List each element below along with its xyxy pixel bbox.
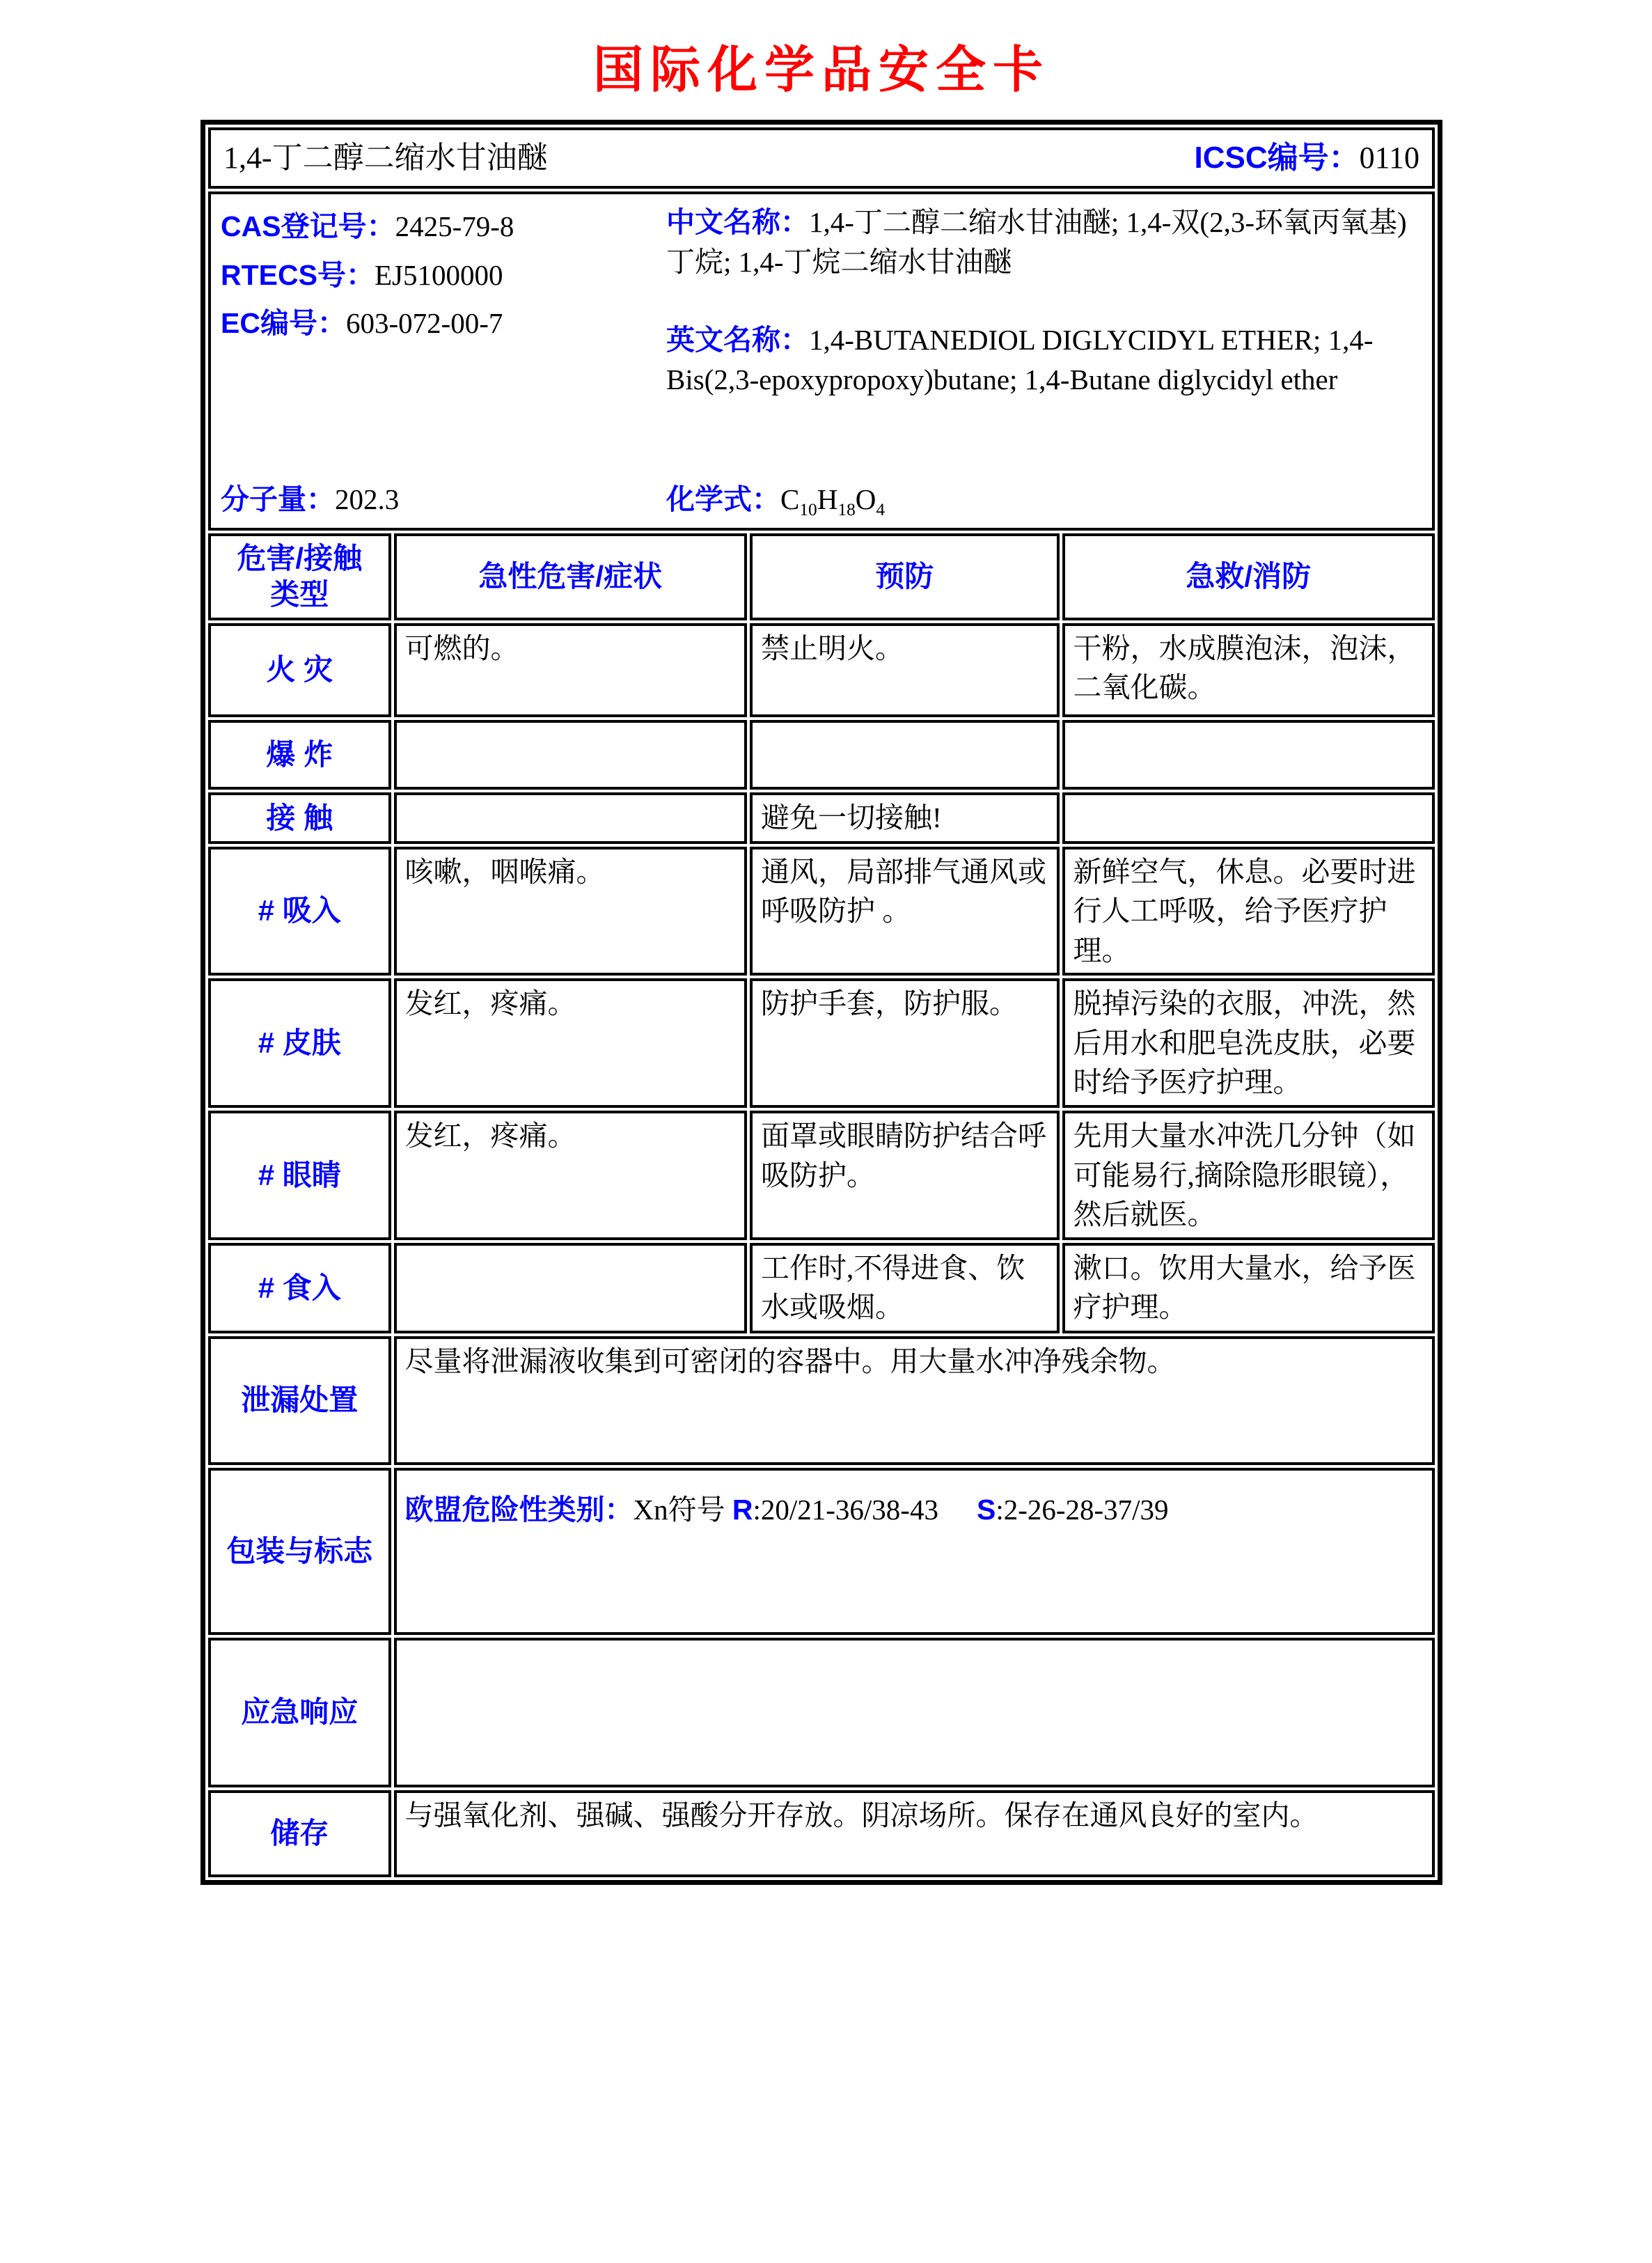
english-name-label: 英文名称： — [666, 324, 809, 357]
spill-row-label: 泄漏处置 — [208, 1336, 391, 1465]
s-phrases-label: S — [976, 1493, 996, 1526]
packaging-row — [208, 1468, 1435, 1635]
skin-response: 脱掉污染的衣服，冲洗，然后用水和肥皂洗皮肤，必要时给予医疗护理。 — [1062, 978, 1435, 1108]
chinese-name-label: 中文名称： — [666, 206, 809, 238]
eyes-row-label: # 眼睛 — [208, 1111, 391, 1240]
explosion-prevention — [750, 720, 1060, 790]
fire-response: 干粉，水成膜泡沫，泡沫，二氧化碳。 — [1062, 623, 1435, 717]
english-name — [666, 320, 1422, 399]
ingestion-response: 漱口。饮用大量水，给予医疗护理。 — [1062, 1243, 1435, 1333]
icsc-number-value: 0110 — [1359, 141, 1419, 175]
chemical-formula: $C_{10}H_{18}O_4$ — [780, 483, 886, 520]
eyes-response: 先用大量水冲洗几分钟（如可能易行,摘除隐形眼镜），然后就医。 — [1062, 1111, 1435, 1240]
name-cell — [208, 127, 1435, 189]
emergency-content — [394, 1638, 1435, 1787]
chemical-formula-line — [666, 480, 1422, 519]
contact-row — [208, 792, 1435, 844]
cas-number — [221, 203, 659, 251]
molecular-weight-value: 202.3 — [335, 483, 400, 515]
skin-prevention: 防护手套，防护服。 — [750, 978, 1060, 1108]
icsc-card — [200, 29, 1442, 1885]
spill-row — [208, 1336, 1435, 1465]
fire-row-label: 火 灾 — [208, 623, 391, 717]
explosion-symptoms — [394, 720, 748, 790]
r-phrases-label: R — [732, 1493, 753, 1526]
icsc-number-label: ICSC编号： — [1194, 141, 1360, 175]
header-response: 急救/消防 — [1062, 533, 1435, 620]
cas-label: CAS登记号： — [221, 210, 395, 242]
hazard-header-row — [208, 533, 1435, 620]
english-name-value: 1,4-BUTANEDIOL DIGLYCIDYL ETHER; 1,4-Bis(2,3-epoxypropoxy)butane; 1,4-Butane diglycidyl ether — [666, 324, 1374, 396]
header-symptoms: 急性危害/症状 — [394, 533, 748, 620]
storage-row-label: 储存 — [208, 1790, 391, 1877]
eu-hazard-symbol: Xn符号 — [633, 1493, 732, 1526]
inhalation-row — [208, 847, 1435, 976]
eu-hazard-class-label: 欧盟危险性类别： — [404, 1493, 634, 1526]
icsc-table — [200, 120, 1442, 1885]
ingestion-row-label: # 食入 — [208, 1243, 391, 1333]
header-hazard-type — [208, 533, 391, 620]
identification-cell — [208, 191, 1435, 531]
inhalation-symptoms: 咳嗽，咽喉痛。 — [394, 847, 748, 976]
page-title: 国际化学品安全卡 — [592, 42, 1050, 98]
explosion-response — [1062, 720, 1435, 790]
header-hazard-type-line1: 危害/接触 — [237, 541, 363, 574]
packaging-row-label: 包装与标志 — [208, 1468, 391, 1635]
storage-row — [208, 1790, 1435, 1877]
ingestion-symptoms — [394, 1243, 748, 1333]
skin-row-label: # 皮肤 — [208, 978, 391, 1108]
header-prevention: 预防 — [750, 533, 1060, 620]
contact-row-label: 接 触 — [208, 792, 391, 844]
rtecs-label: RTECS号： — [221, 258, 375, 291]
fire-symptoms: 可燃的。 — [394, 623, 748, 717]
storage-content: 与强氧化剂、强碱、强酸分开存放。阴凉场所。保存在通风良好的室内。 — [394, 1790, 1435, 1877]
icsc-number — [1195, 137, 1420, 180]
molecular-weight — [221, 480, 659, 519]
contact-prevention: 避免一切接触! — [750, 792, 1060, 844]
skin-symptoms: 发红，疼痛。 — [394, 978, 748, 1108]
chinese-name-value: 1,4-丁二醇二缩水甘油醚; 1,4-双(2,3-环氧丙氧基)丁烷; 1,4-丁烷二缩水甘油醚 — [666, 206, 1407, 278]
ec-number — [221, 299, 659, 348]
eyes-row — [208, 1111, 1435, 1240]
chemical-name: 1,4-丁二醇二缩水甘油醚 — [223, 141, 548, 175]
emergency-row-label: 应急响应 — [208, 1638, 391, 1787]
s-phrases-value: :2-26-28-37/39 — [996, 1493, 1169, 1526]
inhalation-response: 新鲜空气，休息。必要时进行人工呼吸，给予医疗护理。 — [1062, 847, 1435, 976]
header-hazard-type-line2: 类型 — [270, 578, 329, 611]
fire-prevention: 禁止明火。 — [750, 623, 1060, 717]
inhalation-prevention: 通风，局部排气通风或呼吸防护 。 — [750, 847, 1060, 976]
packaging-content — [394, 1468, 1435, 1635]
chinese-name — [666, 203, 1422, 281]
ec-label: EC编号： — [221, 307, 346, 340]
registry-numbers — [221, 203, 659, 476]
ingestion-row — [208, 1243, 1435, 1333]
identification-row — [208, 191, 1435, 531]
rtecs-value: EJ5100000 — [374, 258, 503, 291]
chemical-names — [666, 203, 1422, 476]
rtecs-number — [221, 251, 659, 300]
ingestion-prevention: 工作时,不得进食、饮水或吸烟。 — [750, 1243, 1060, 1333]
name-row — [208, 127, 1435, 189]
spill-content: 尽量将泄漏液收集到可密闭的容器中。用大量水冲净残余物。 — [394, 1336, 1435, 1465]
fire-row — [208, 623, 1435, 717]
chemical-formula-label: 化学式： — [666, 483, 780, 515]
cas-value: 2425-79-8 — [395, 210, 514, 242]
contact-response — [1062, 792, 1435, 844]
emergency-row — [208, 1638, 1435, 1787]
contact-symptoms — [394, 792, 748, 844]
inhalation-row-label: # 吸入 — [208, 847, 391, 976]
explosion-row-label: 爆 炸 — [208, 720, 391, 790]
explosion-row — [208, 720, 1435, 790]
eyes-prevention: 面罩或眼睛防护结合呼吸防护。 — [750, 1111, 1060, 1240]
molecular-weight-label: 分子量： — [221, 483, 335, 515]
r-phrases-value: :20/21-36/38-43 — [753, 1493, 938, 1526]
eyes-symptoms: 发红，疼痛。 — [394, 1111, 748, 1240]
skin-row — [208, 978, 1435, 1108]
ec-value: 603-072-00-7 — [345, 307, 503, 340]
